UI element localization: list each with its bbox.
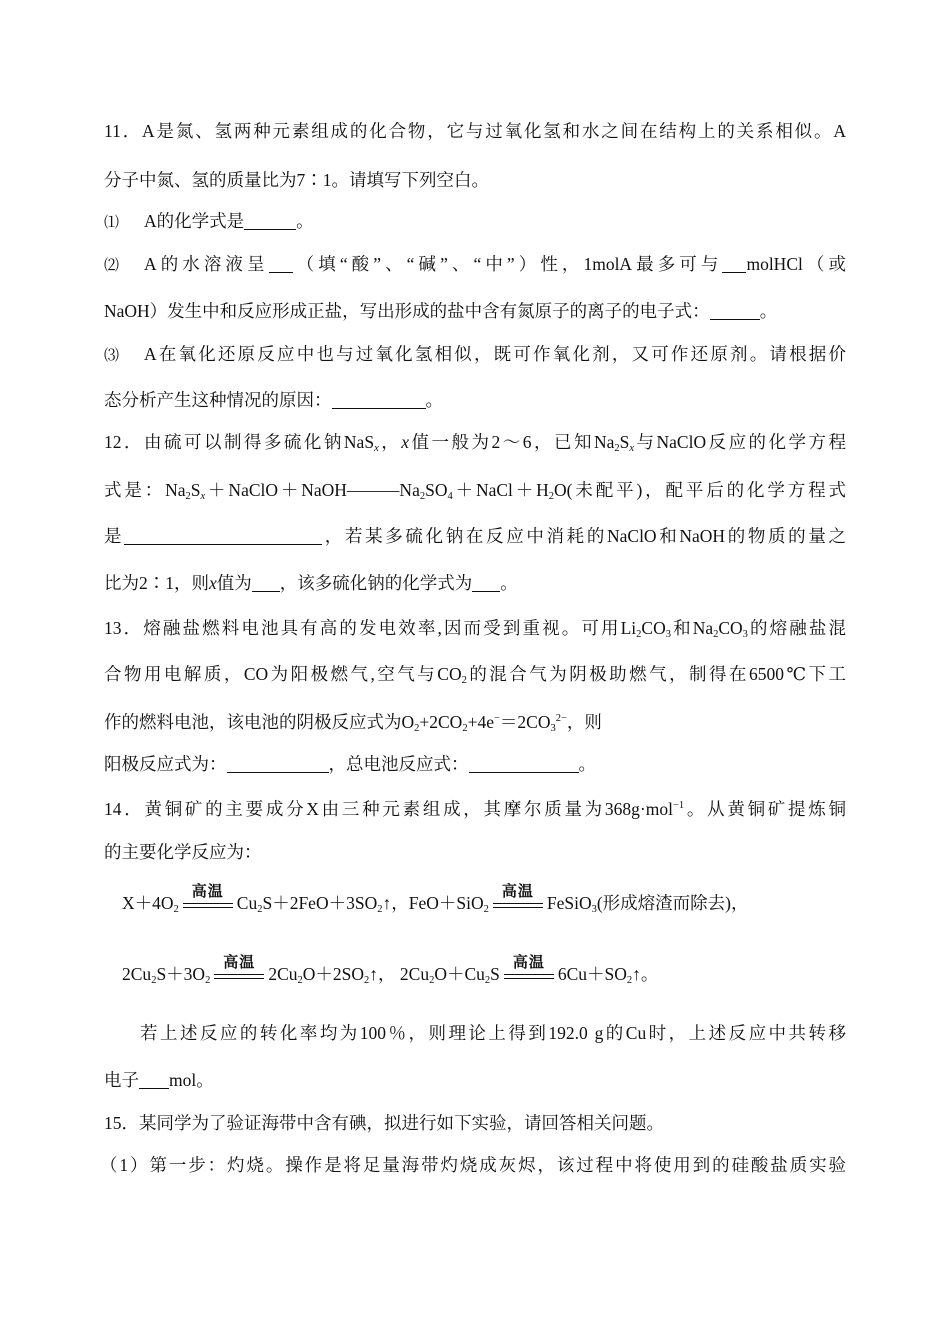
- q12-line1: 12．由硫可以制得多硫化钠NaS$_x$，x值一般为2～6，已知$Na_2S_x$与NaClO反应的化学方程: [104, 432, 847, 454]
- answer-blank[interactable]: [227, 755, 329, 773]
- q11-sub2-line2: NaOH）发生中和反应形成正盐，写出形成的盐中含有氮原子的离子的电子式： 。: [104, 301, 778, 321]
- q12-line2: 式是：$Na_2S_x+NaClO+NaOH———Na_2SO_4+NaCl+H_2O$(未配平)，配平后的化学方程式: [104, 480, 847, 502]
- q14-line5: 若上述反应的转化率均为100％，则理论上得到192.0 g的Cu时，上述反应中共转移: [140, 1023, 846, 1043]
- answer-blank[interactable]: [722, 255, 746, 273]
- q15-line1: 15．某同学为了验证海带中含有碘，拟进行如下实验，请回答相关问题。: [104, 1113, 664, 1133]
- q12-line4: 比为2∶1，则x值为 ，该多硫化钠的化学式为 。: [104, 573, 518, 593]
- answer-blank[interactable]: [469, 755, 579, 773]
- high-temperature-condition: 高温: [493, 892, 543, 918]
- q15-line2: （1）第一步：灼烧。操作是将足量海带灼烧成灰烬，该过程中将使用到的硅酸盐质实验: [100, 1155, 846, 1175]
- high-temperature-condition: 高温: [183, 892, 233, 918]
- reaction-line1: $X+4O_2$ 高温 $Cu_2S+2FeO+3SO_2↑$，FeO＋SiO$_2$ 高温 FeSiO$_3$(形成熔渣而除去)，: [122, 890, 846, 923]
- q11-sub3: ⑶ A在氧化还原反应中也与过氧化氢相似，既可作氧化剂，又可作还原剂。请根据价: [104, 344, 846, 364]
- answer-blank[interactable]: [269, 255, 293, 273]
- q11-line1: 11．A是氮、氢两种元素组成的化合物，它与过氧化氢和水之间在结构上的关系相似。A: [104, 121, 846, 141]
- q12-line3: 是 ，若某多硫化钠在反应中消耗的NaClO和NaOH的物质的量之: [104, 526, 846, 546]
- answer-blank[interactable]: [332, 391, 426, 409]
- high-temperature-condition: 高温: [504, 963, 554, 989]
- answer-blank[interactable]: [710, 302, 760, 320]
- q11-line2: 分子中氮、氢的质量比为7∶1。请填写下列空白。: [104, 170, 489, 190]
- q11-sub2: ⑵ A的水溶液呈 （填“酸”、“碱”、“中”）性，1molA最多可与 molHCl（或: [104, 254, 846, 274]
- q13-line2: 合物用电解质，CO为阳极燃气,空气与$CO_2$的混合气为阴极助燃气，制得在6500℃下工: [104, 664, 846, 686]
- high-temperature-condition: 高温: [214, 963, 264, 989]
- answer-blank[interactable]: [124, 527, 322, 545]
- answer-blank[interactable]: [252, 574, 280, 592]
- answer-blank[interactable]: [244, 212, 296, 230]
- answer-blank[interactable]: [472, 574, 500, 592]
- answer-blank[interactable]: [139, 1071, 169, 1089]
- q13-line4: 阳极反应式为： ，总电池反应式： 。: [104, 754, 596, 774]
- q11-sub1: ⑴ A的化学式是 。: [104, 211, 314, 231]
- q14-line6: 电子 mol。: [104, 1070, 214, 1090]
- reaction-line2: $2Cu_2S+3O_2$ 高温 $2Cu_2O+2SO_2↑$， $2Cu_2O+Cu_2S$ 高温 $6Cu+SO_2↑$。: [122, 961, 846, 994]
- q14-line1: 14．黄铜矿的主要成分X由三种元素组成，其摩尔质量为368g·mol$^{-1}$。从黄铜矿提炼铜: [104, 799, 846, 819]
- q11-sub3-line2: 态分析产生这种情况的原因： 。: [104, 390, 443, 410]
- q13-line3: 作的燃料电池，该电池的阴极反应式为$O_2+2CO_2+4e^-=2CO_3^{2-}$，则: [104, 712, 602, 734]
- q13-line1: 13．熔融盐燃料电池具有高的发电效率,因而受到重视。可用$Li_2CO_3$和$Na_2CO_3$的熔融盐混: [104, 618, 847, 640]
- q14-line2: 的主要化学反应为：: [104, 842, 262, 862]
